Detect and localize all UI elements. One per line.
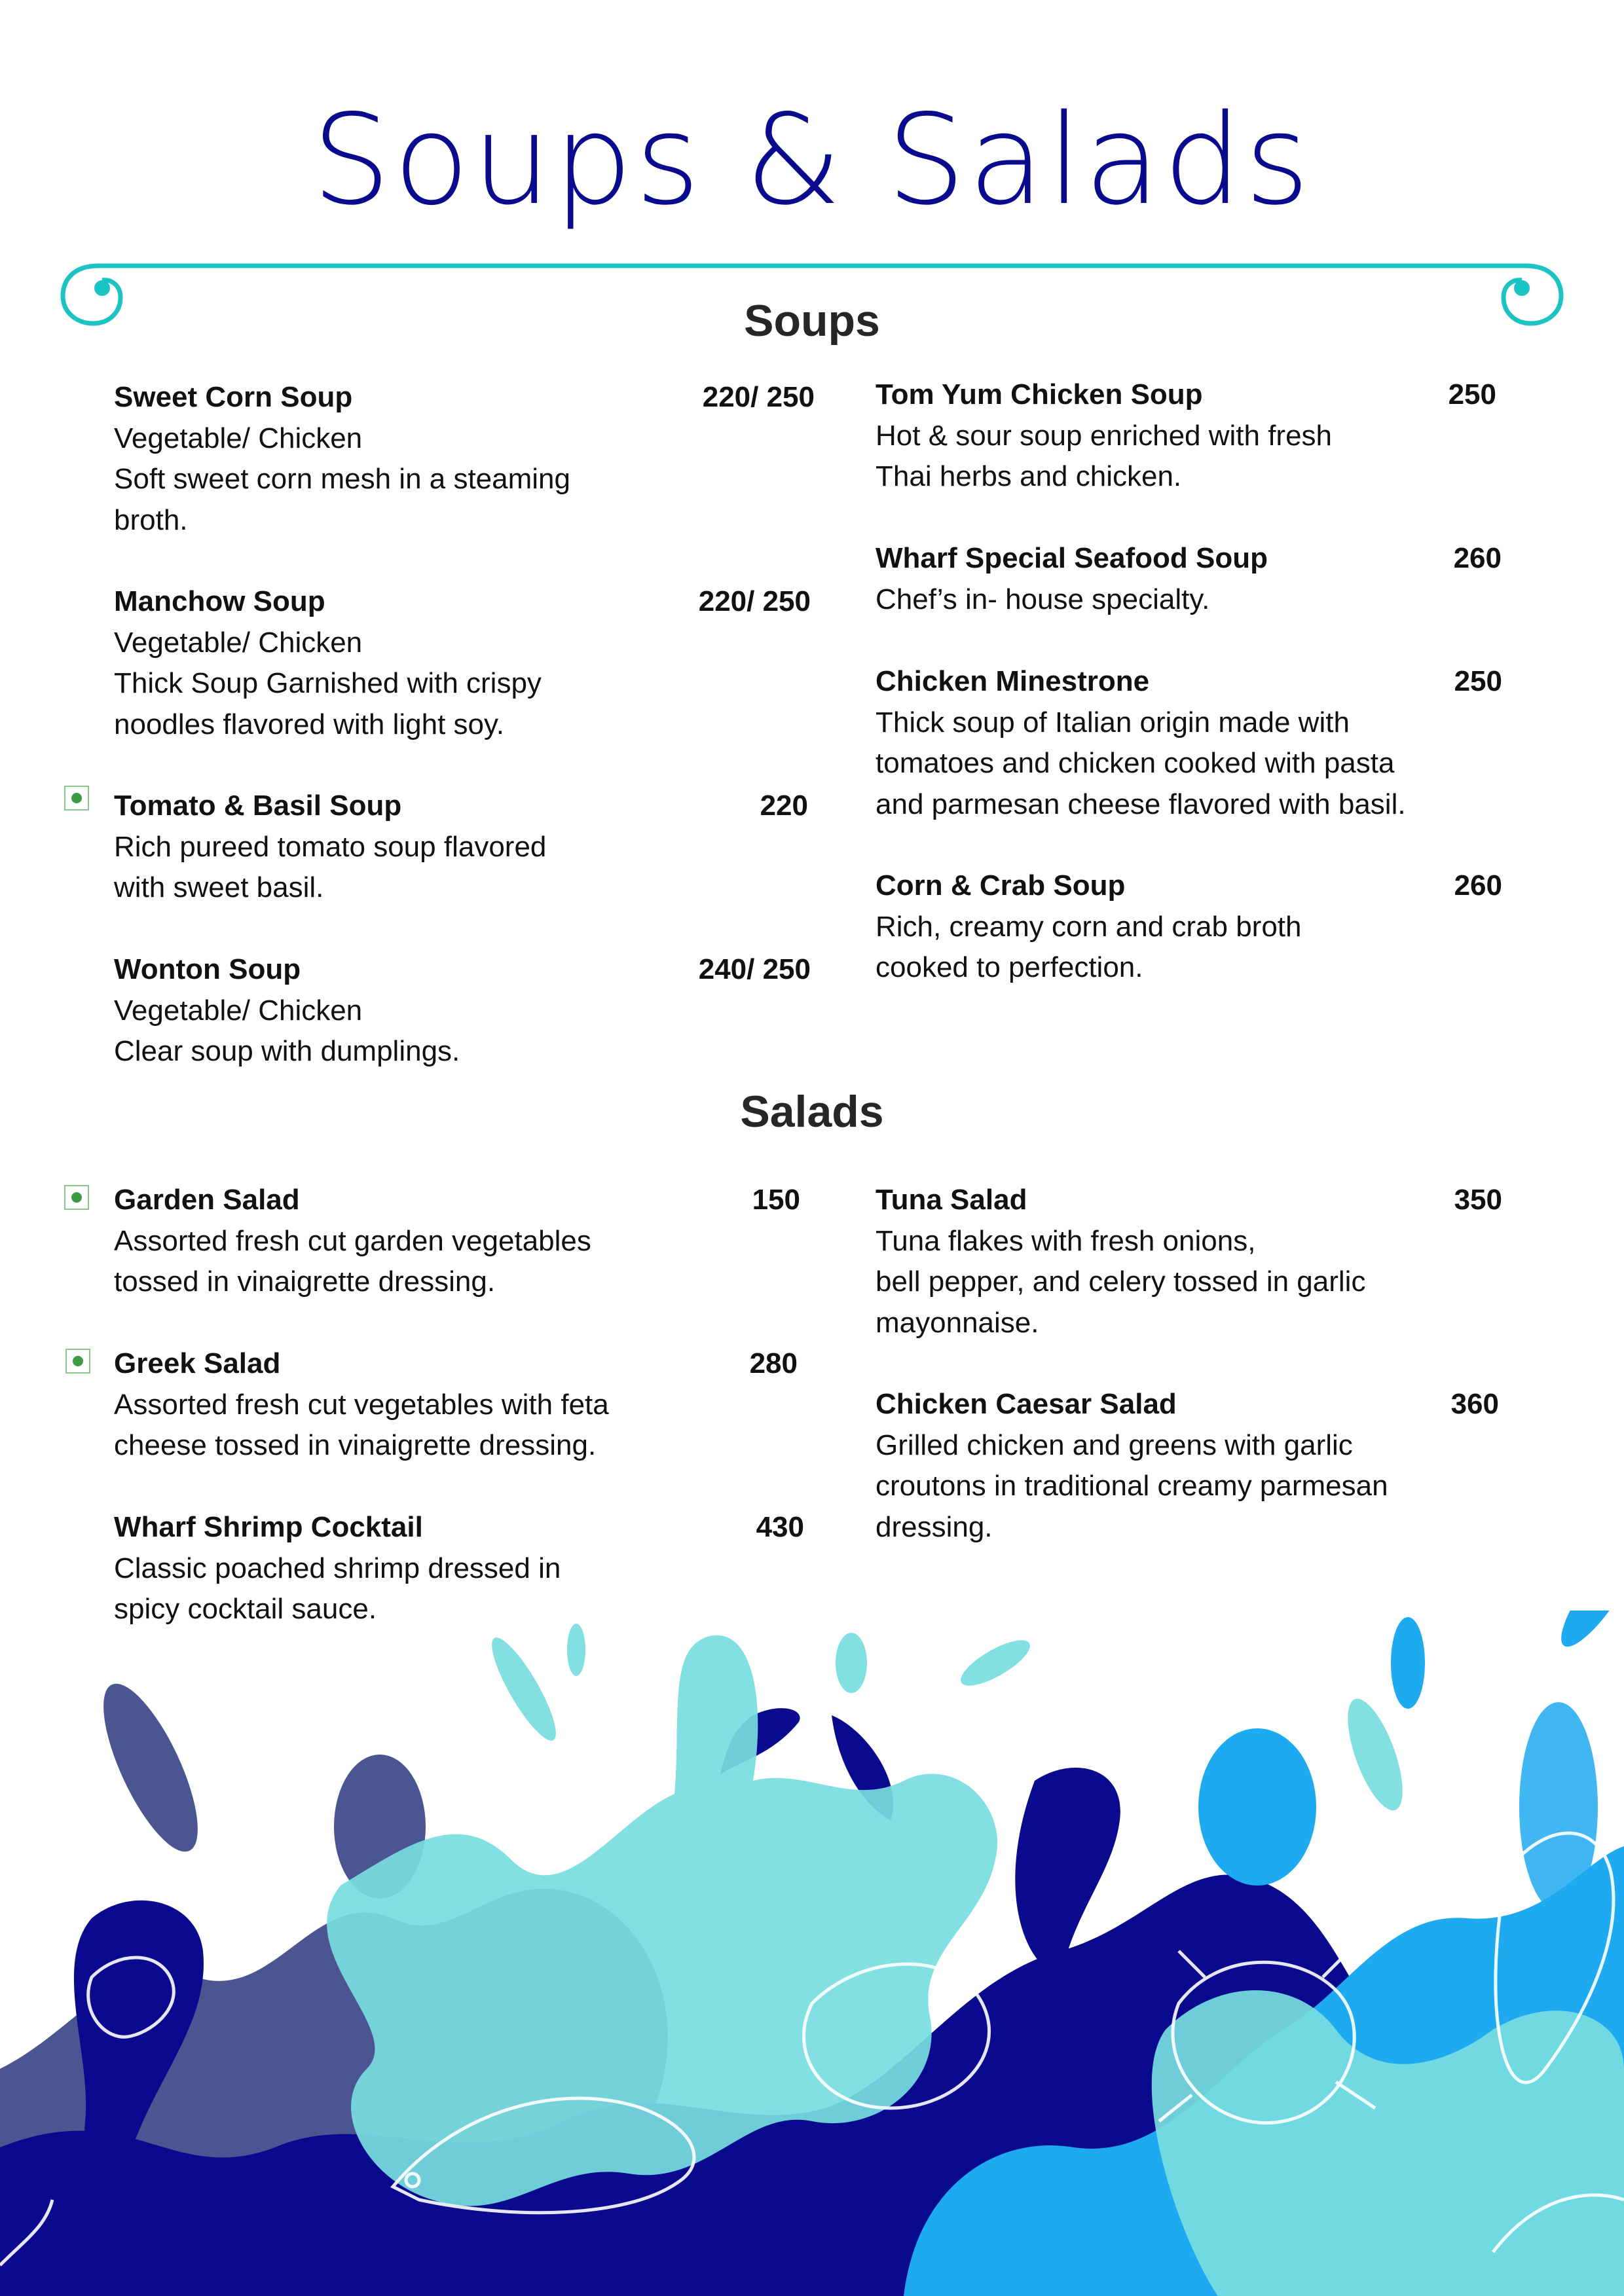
item-description: mayonnaise. <box>876 1306 1039 1339</box>
item-description: Vegetable/ Chicken <box>114 422 363 454</box>
item-description: Vegetable/ Chicken <box>114 626 363 659</box>
item-price: 280 <box>749 1347 798 1379</box>
item-description: tomatoes and chicken cooked with pasta <box>876 747 1395 779</box>
item-name: Wharf Special Seafood Soup <box>876 542 1268 574</box>
item-name: Chicken Minestrone <box>876 665 1150 697</box>
item-description: cooked to perfection. <box>876 951 1143 983</box>
item-description: Grilled chicken and greens with garlic <box>876 1429 1353 1461</box>
menu-item <box>876 866 1502 989</box>
item-price: 360 <box>1450 1388 1499 1420</box>
item-description: Thick soup of Italian origin made with <box>876 706 1350 738</box>
item-price: 350 <box>1454 1184 1502 1216</box>
item-price: 220/ 250 <box>702 381 815 413</box>
item-description: noodles flavored with light soy. <box>114 708 504 740</box>
item-description: Rich, creamy corn and crab broth <box>876 910 1302 943</box>
item-name: Manchow Soup <box>114 585 325 617</box>
swirl-center-icon <box>94 280 110 296</box>
item-name: Tuna Salad <box>876 1184 1027 1216</box>
item-description: spicy cocktail sauce. <box>114 1593 377 1625</box>
menu-item <box>876 1180 1502 1343</box>
item-name: Wharf Shrimp Cocktail <box>114 1511 423 1543</box>
menu-item <box>114 581 811 745</box>
item-description: cheese tossed in vinaigrette dressing. <box>114 1429 597 1461</box>
item-name: Corn & Crab Soup <box>876 869 1126 902</box>
item-description: broth. <box>114 503 188 536</box>
menu-item <box>876 661 1502 825</box>
item-price: 240/ 250 <box>698 953 811 985</box>
menu-item <box>114 377 815 541</box>
menu-item <box>114 949 811 1072</box>
item-price: 250 <box>1448 378 1496 410</box>
salads-heading: Salads <box>740 1087 884 1137</box>
menu-item <box>876 374 1496 498</box>
item-name: Tomato & Basil Soup <box>114 790 402 822</box>
item-description: Vegetable/ Chicken <box>114 994 363 1027</box>
veg-indicator-icon <box>64 1185 89 1210</box>
item-price: 250 <box>1454 665 1502 697</box>
item-price: 150 <box>752 1184 800 1216</box>
veg-indicator-icon <box>65 1349 90 1374</box>
item-description: Chef’s in- house specialty. <box>876 583 1210 615</box>
item-name: Tom Yum Chicken Soup <box>876 378 1203 410</box>
item-description: Assorted fresh cut garden vegetables <box>114 1224 591 1257</box>
item-description: tossed in vinaigrette dressing. <box>114 1266 496 1298</box>
item-name: Greek Salad <box>114 1347 281 1379</box>
item-price: 260 <box>1454 869 1502 902</box>
item-description: Tuna flakes with fresh onions, <box>876 1224 1256 1257</box>
item-name: Chicken Caesar Salad <box>876 1388 1177 1420</box>
veg-indicator-icon <box>64 786 89 811</box>
item-description: croutons in traditional creamy parmesan <box>876 1470 1388 1502</box>
item-description: Assorted fresh cut vegetables with feta <box>114 1388 609 1421</box>
item-description: Soft sweet corn mesh in a steaming <box>114 463 570 495</box>
menu-item <box>114 1343 798 1467</box>
item-description: dressing. <box>876 1510 993 1543</box>
seafood-splash-illustration <box>0 1611 1624 2296</box>
item-price: 430 <box>756 1511 804 1543</box>
item-description: with sweet basil. <box>114 871 324 903</box>
item-name: Garden Salad <box>114 1184 300 1216</box>
item-description: Clear soup with dumplings. <box>114 1035 460 1067</box>
menu-item <box>114 786 808 909</box>
menu-title: Soups & Salads <box>312 88 1312 232</box>
item-name: Wonton Soup <box>114 953 301 985</box>
item-price: 260 <box>1453 542 1502 574</box>
item-description: Hot & sour soup enriched with fresh <box>876 419 1333 452</box>
item-description: and parmesan cheese flavored with basil. <box>876 788 1406 820</box>
item-description: Thai herbs and chicken. <box>876 460 1182 492</box>
item-description: Classic poached shrimp dressed in <box>114 1552 561 1584</box>
item-description: bell pepper, and celery tossed in garlic <box>876 1266 1366 1298</box>
item-price: 220 <box>760 790 808 822</box>
menu-item <box>876 538 1502 620</box>
swirl-center-icon <box>1514 280 1530 296</box>
menu-item <box>876 1384 1499 1548</box>
menu-item <box>114 1180 800 1303</box>
item-description: Thick Soup Garnished with crispy <box>114 667 542 699</box>
item-price: 220/ 250 <box>698 585 811 617</box>
item-description: Rich pureed tomato soup flavored <box>114 830 547 863</box>
soups-heading: Soups <box>744 296 880 346</box>
item-name: Sweet Corn Soup <box>114 381 353 413</box>
